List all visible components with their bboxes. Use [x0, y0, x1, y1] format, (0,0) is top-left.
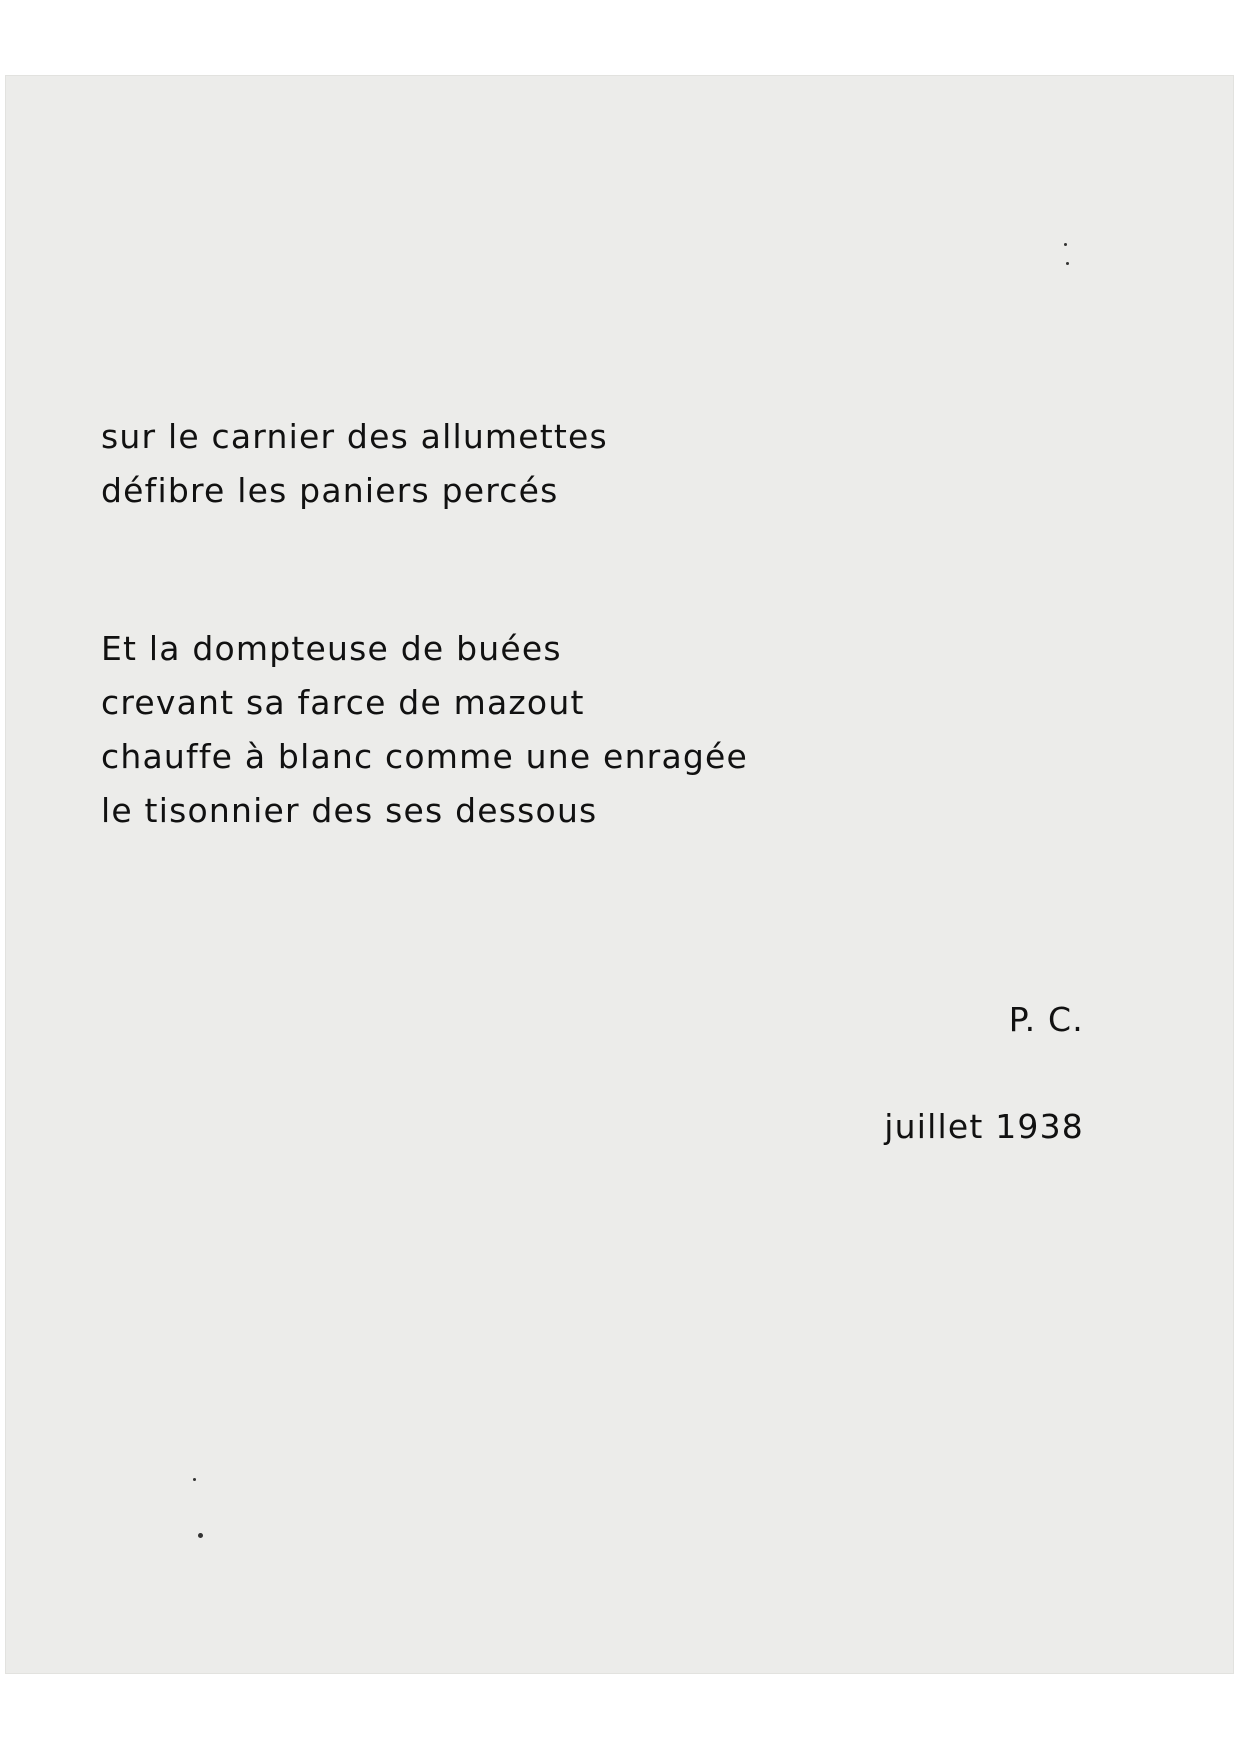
- stanza-2: [101, 622, 748, 838]
- stanza-1: [101, 410, 608, 518]
- paper-speck: [1064, 243, 1067, 246]
- page-sheet: [5, 75, 1234, 1674]
- poem-line: chauffe à blanc comme une enragée: [101, 737, 749, 776]
- poem-line: Et la dompteuse de buées: [101, 629, 562, 668]
- poem-date: juillet 1938: [884, 1107, 1084, 1146]
- poem-line: sur le carnier des allumettes: [101, 417, 608, 456]
- poem-line: défibre les paniers percés: [101, 471, 559, 510]
- author-initials: P. C.: [1008, 1000, 1084, 1039]
- paper-speck: [193, 1478, 196, 1481]
- poem-line: crevant sa farce de mazout: [101, 683, 585, 722]
- poem-line: le tisonnier des ses dessous: [101, 791, 598, 830]
- paper-speck: [198, 1533, 203, 1538]
- paper-speck: [1066, 262, 1069, 265]
